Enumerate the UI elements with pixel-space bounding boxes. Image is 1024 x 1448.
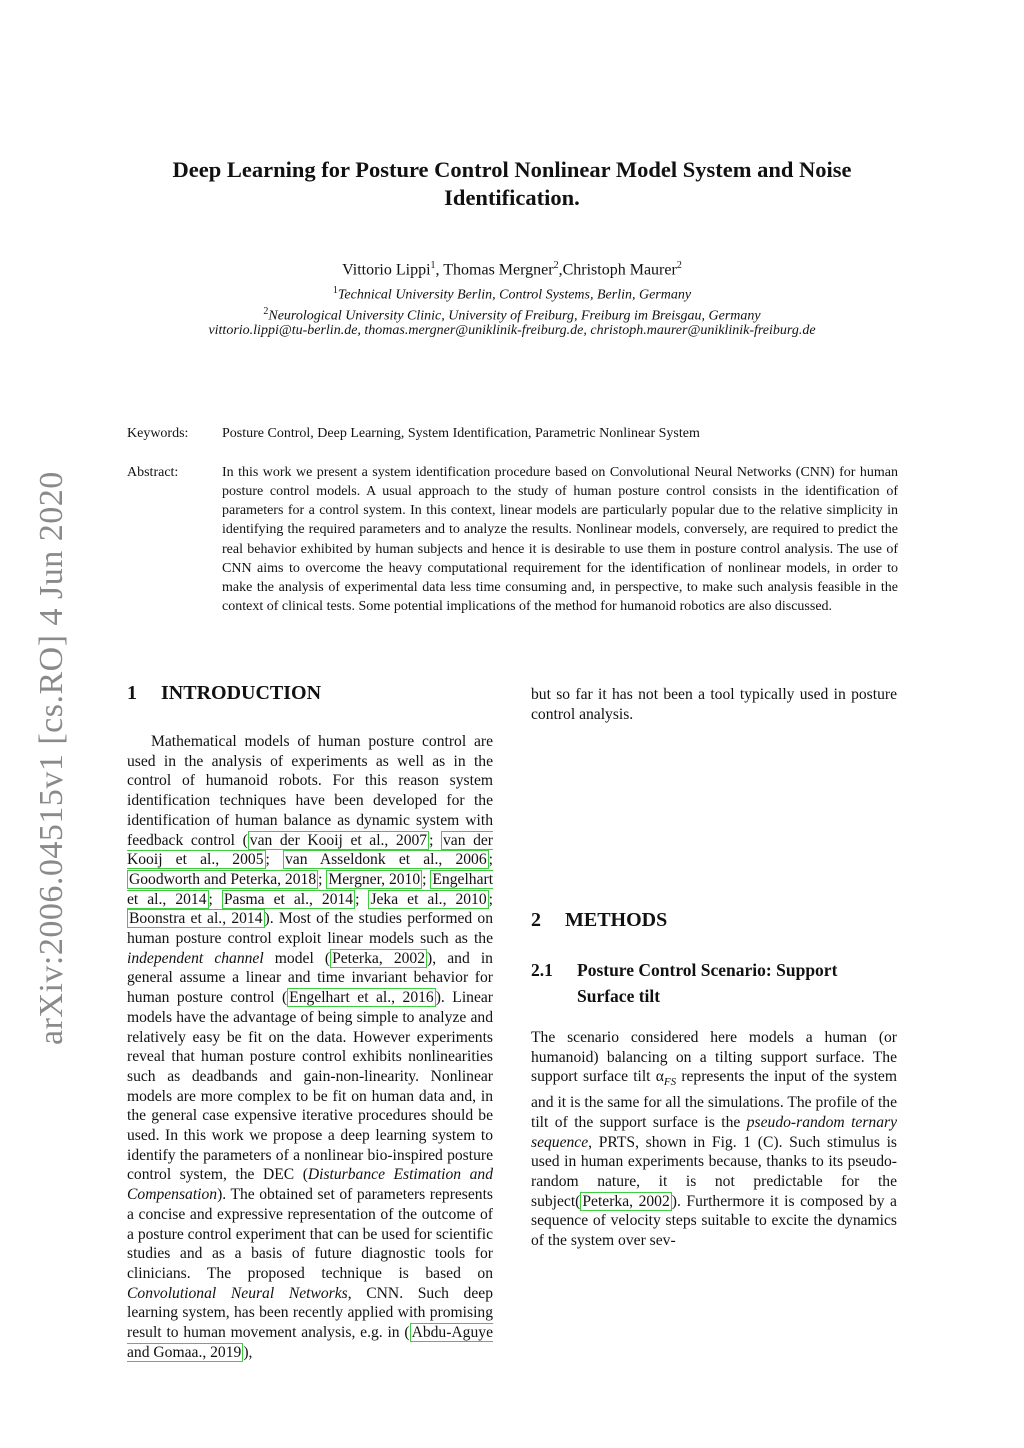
citation-link[interactable]: Goodworth and Peterka, 2018 (129, 870, 317, 888)
text-run: ). Furthermore it is composed by a sequence of velocity steps suitable to excite the dynamics of the system over sev- (531, 1192, 897, 1250)
author-sup: 2 (676, 260, 682, 271)
text-run: The scenario considered here models a human (or humanoid) balancing on a tilting support surface. The support surface tilt (531, 1029, 897, 1086)
text-run-italic: Convolutional Neural Networks (127, 1284, 348, 1302)
citation-link[interactable]: van Asseldonk et al., 2006 (285, 851, 487, 869)
keywords-label: Keywords: (127, 426, 189, 441)
intro-paragraph (127, 732, 493, 1363)
author-sup: 1 (430, 260, 436, 271)
text-run: Mathematical models of human posture control are used in the analysis of experiments as well as in the control of humanoid robots. For this reason system identification techniques have been developed for the identification of human balance as dynamic system with feedback control ( (127, 733, 493, 849)
citation-link[interactable]: Peterka, 2002 (582, 1192, 670, 1210)
text-run: ), and in general assume a linear and time invariant behavior for human posture control ( (127, 949, 493, 1007)
citation-link[interactable]: Engelhart et al., 2016 (289, 989, 434, 1007)
intro-column-left (127, 732, 493, 1363)
affiliation-text: Technical University Berlin, Control Systems, Berlin, Germany (337, 287, 692, 303)
text-run: ). Linear models have the advantage of being simple to analyze and relatively easy be fit on the data. However experiments reveal that human posture control exhibits nonlinearities such as deadbands and gain-non-linearity. Nonlinear models are more complex to be fit on human data and, in the general case expensive iterative procedures should be used. In this work we propose a deep learning system to identify the parameters of a nonlinear bio-inspired posture control system, the DEC ( (127, 989, 493, 1184)
text-run: , PRTS, shown in Fig. 1 (C). Such stimulus is used in human experiments because, thanks to its pseudo-random nature, it is not predictable for the subject( (531, 1133, 897, 1210)
text-run: ; (318, 870, 327, 888)
text-run-italic: independent channel (127, 949, 264, 967)
subsection-title: Posture Control Scenario: Support Surface tilt (577, 960, 838, 1006)
text-run: ; (265, 851, 283, 869)
text-run: ; (488, 890, 493, 908)
author-lippi: Vittorio Lippi (342, 261, 431, 279)
citation-link[interactable]: Pasma et al., 2014 (223, 890, 354, 908)
text-run-italic: Disturbance Estimation and Compensation (127, 1166, 493, 1204)
text-run: ; (488, 851, 493, 869)
alpha-symbol: α (655, 1068, 664, 1086)
affiliation-text: Neurological University Clinic, University of Freiburg, Freiburg im Breisgau, Germany (268, 308, 761, 324)
text-run: but so far it has not been a tool typically used in posture control analysis. (531, 686, 897, 723)
keywords-text: Posture Control, Deep Learning, System Identification, Parametric Nonlinear System (222, 426, 700, 441)
affiliation-1 (100, 282, 924, 305)
citation-link[interactable]: Peterka, 2002 (332, 949, 426, 967)
section-heading-methods (531, 907, 667, 933)
citation-link[interactable]: van der Kooij et al., 2005 (127, 831, 493, 869)
abstract-text: In this work we present a system identification procedure based on Convolutional Neural Networks (CNN) for human posture control models. A usual approach to the study of human posture control consists in the identification of parameters for a control system. In this context, linear models are particularly popular due to the relative simplicity in identifying the required parameters and to analyze the results. Nonlinear models, conversely, are required to predict the real behavior exhibited by human subjects and hence it is desirable to use them in posture control analysis. The use of CNN aims to overcome the heavy computational requirement for the identification of nonlinear models, in order to make the analysis of experimental data less time consuming and, in perspective, to make such analysis feasible in the context of clinical tests. Some potential implications of the method for humanoid robotics are also discussed. (222, 465, 898, 615)
methods-paragraph (531, 1028, 897, 1251)
section-title: METHODS (565, 909, 668, 931)
text-run: ). The obtained set of parameters represents a concise and expressive representation of the outcome of a posture control experiment that can be used for scientific studies and as a basis of future diagnostic tools for clinicians. The proposed technique is based on (127, 1186, 493, 1282)
text-run: ). Most of the studies performed on human posture control exploit linear models such as the (127, 910, 493, 948)
author-sup: 2 (553, 260, 559, 271)
citation-link[interactable]: Jeka et al., 2010 (370, 890, 487, 908)
section-number: 1 (127, 682, 137, 704)
text-run: model ( (263, 949, 331, 967)
affiliation-sup: 2 (263, 306, 269, 317)
intro-column-right (531, 685, 897, 724)
abstract-label: Abstract: (127, 465, 179, 480)
arxiv-side-label: arXiv:2006.04515v1 [cs.RO] 4 Jun 2020 (33, 471, 70, 1045)
section-title: INTRODUCTION (161, 682, 322, 704)
text-run: , CNN. Such deep learning system, has been recently applied with promising result to human movement analysis, e.g. in ( (127, 1284, 493, 1342)
alpha-subscript: FS (663, 1076, 677, 1089)
citation-link[interactable]: van der Kooij et al., 2007 (249, 831, 428, 849)
citation-link[interactable]: Mergner, 2010 (328, 870, 421, 888)
text-run: ; (355, 890, 369, 908)
title-line-1: Deep Learning for Posture Control Nonlinear Model System and Noise (172, 157, 852, 182)
citation-link[interactable]: Engelhart et al., 2014 (127, 870, 494, 908)
intro-paragraph-continued (531, 685, 897, 724)
paper-title (100, 156, 924, 212)
text-run: ; (429, 831, 441, 849)
section-number: 2 (531, 909, 541, 931)
subsection-number: 2.1 (531, 960, 553, 980)
text-run: ; (422, 870, 431, 888)
citation-link[interactable]: Boonstra et al., 2014 (129, 910, 263, 928)
citation-link[interactable]: Abdu-Aguye and Gomaa., 2019 (127, 1324, 493, 1361)
subsection-heading (531, 957, 901, 1009)
author-mergner: , Thomas Mergner (435, 261, 554, 279)
text-run-italic: pseudo-random ternary sequence (531, 1113, 897, 1151)
author-emails: vittorio.lippi@tu-berlin.de, thomas.mergner@uniklinik-freiburg.de, christoph.maurer@uniklinik-freiburg.de (208, 323, 816, 338)
section-heading-introduction (127, 680, 321, 706)
author-list (100, 256, 924, 280)
text-run: ; (208, 890, 222, 908)
text-run: ), (243, 1343, 253, 1361)
affiliation-sup: 1 (332, 285, 338, 296)
methods-column-right (531, 1028, 897, 1251)
author-maurer: ,Christoph Maurer (558, 261, 677, 279)
text-run: represents the input of the system and it is the same for all the simulations. The profile of the tilt of the support surface is the (531, 1068, 897, 1131)
title-line-2: Identification. (444, 185, 580, 210)
